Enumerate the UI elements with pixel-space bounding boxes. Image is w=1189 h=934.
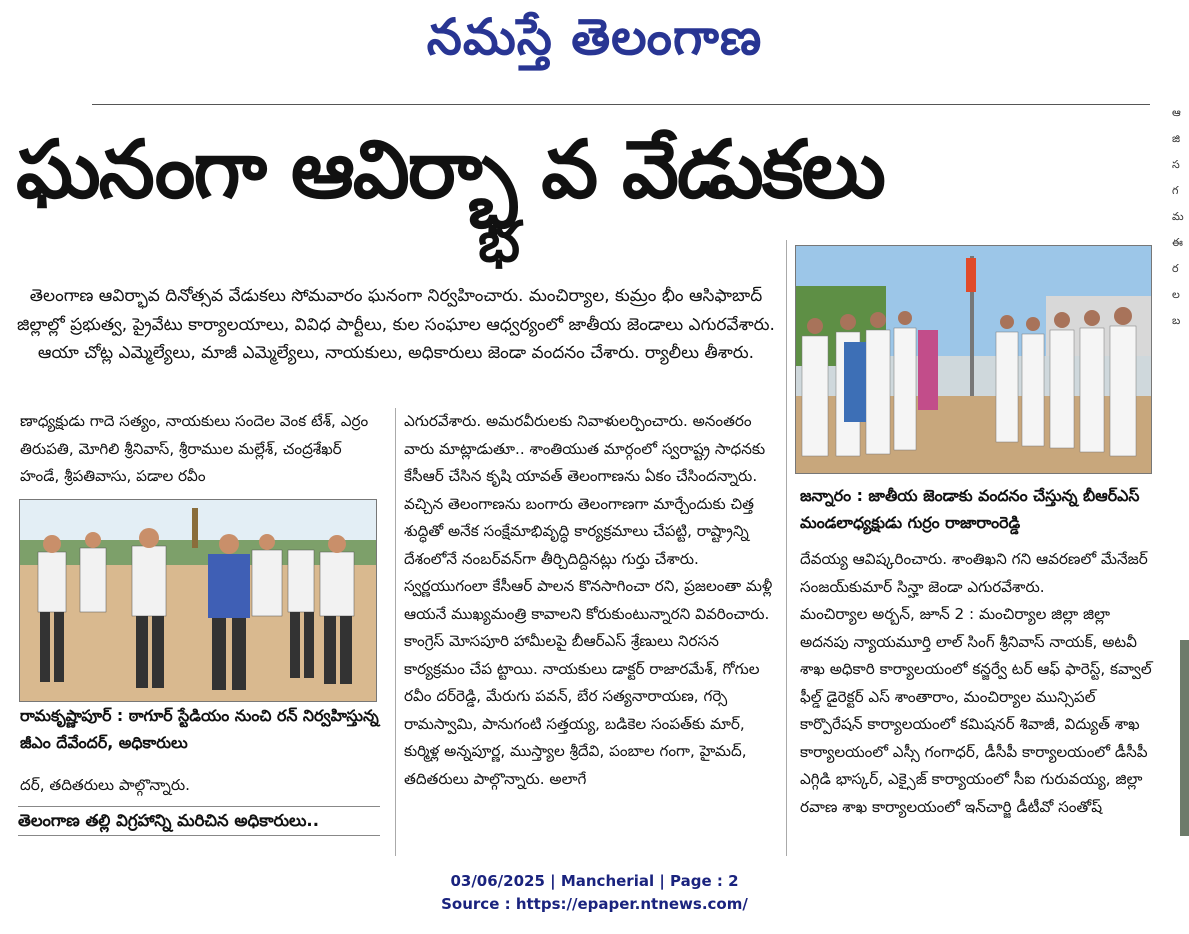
headline-subscript: భ: [478, 210, 520, 275]
column-divider: [395, 408, 396, 856]
column-3-paragraph: మంచిర్యాల అర్బన్, జూన్ 2 : మంచిర్యాల జిల్లా జిల్లా అదనపు న్యాయమూర్తి లాల్ సింగ్ శ్రీనివాస్ నాయక్, అటవీ శాఖ అధికారి కార్యాలయంలో కన్జర్వే టర్ ఆఫ్ ఫారెస్ట్, కవ్వాల్ ఫీల్డ్ డైరెక్టర్ ఎస్ శాంతారాం, మంచిర్యాల మున్సిపల్ కార్పొరేషన్ కార్యాలయంలో కమిషనర్ శివాజీ, విద్యుత్ శాఖ కార్యాలయంలో ఎస్సీ గంగాధర్, డీసీపీ కార్యాలయంలో డీసీపీ ఎగ్గిడి భాస్కర్, ఎక్సైజ్ కార్యాయంలో సీఐ గురువయ్య, జిల్లా రవాణ శాఖ కార్యాలయంలో ఇన్‌చార్జి డీటీవో సంతోష్: [800, 605, 1152, 816]
photo-run-event: [19, 499, 377, 702]
newspaper-title: నమస్తే తెలంగాణ: [426, 7, 763, 66]
column-1-top-text: ణాధ్యక్షుడు గాదె సత్యం, నాయకులు సందెల వెంక టేశ్, ఎర్రం తిరుపతి, మోగిలి శ్రీనివాస్, శ్రీరాముల మల్లేశ్, చంద్రశేఖర్ హండే, శ్రీపతివాసు, పడాల రవీం: [20, 412, 369, 485]
photo-flag-salute-caption: జన్నారం : జాతీయ జెండాకు వందనం చేస్తున్న బీఆర్‌ఎస్ మండలాధ్యక్షుడు గుర్రం రాజారాంరెడ్డి: [800, 486, 1140, 532]
photo-flag-salute-image: [796, 246, 1151, 473]
footer-source-link[interactable]: Source : https://epaper.ntnews.com/: [441, 895, 748, 913]
photo-run-event-image: [20, 500, 376, 701]
article-headline: ఘనంగా ఆవిర్భా వ వేడుకలు: [16, 123, 884, 216]
masthead-rule: [92, 104, 1150, 105]
column-3-paragraph: దేవయ్య ఆవిష్కరించారు. శాంతిఖని గని ఆవరణలో మేనేజర్ సంజయ్‌కుమార్ సిన్హా జెండా ఎగురవేశారు.: [800, 550, 1148, 596]
column-divider: [786, 240, 787, 856]
masthead: [0, 0, 1189, 84]
footer-date-edition: 03/06/2025 | Mancherial | Page : 2: [450, 872, 739, 890]
photo-flag-salute: [795, 245, 1152, 474]
page-footer: [0, 870, 1189, 916]
column-1-bottom-text: దర్, తదితరులు పాల్గొన్నారు.: [20, 776, 190, 794]
sub-headline: తెలంగాణ తల్లి విగ్రహాన్ని మరిచిన అధికారులు..: [18, 806, 380, 836]
article-summary: తెలంగాణ ఆవిర్భావ దినోత్సవ వేడుకలు సోమవారం ఘనంగా నిర్వహించారు. మంచిర్యాల, కుమ్రం భీం ఆసిఫాబాద్ జిల్లాల్లో ప్రభుత్వ, ప్రైవేటు కార్యాలయాలు, వివిధ పార్టీలు, కుల సంఘాల ఆధ్వర్యంలో జాతీయ జెండాలు ఎగురవేశారు. ఆయా చోట్ల ఎమ్మెల్యేలు, మాజీ ఎమ్మెల్యేలు, నాయకులు, అధికారులు జెండా వందనం చేశారు. ర్యాలీలు తీశారు.: [17, 286, 775, 363]
adjacent-page-photo-edge: [1180, 640, 1189, 836]
column-3-text: [800, 546, 1152, 821]
photo-run-event-caption: రామకృష్ణాపూర్ : ఠాగూర్ స్టేడియం నుంచి రన్ నిర్వహిస్తున్న జీఎం దేవేందర్, అధికారులు: [20, 706, 379, 752]
column-2-text: ఎగురవేశారు. అమరవీరులకు నివాళులర్పించారు. అనంతరం వారు మాట్లాడుతూ.. శాంతియుత మార్గంలో స్వరాష్ట్ర సాధనకు కేసీఆర్ చేసిన కృషి యావత్ తెలంగాణను ఏకం చేసిందన్నారు. వచ్చిన తెలంగాణను బంగారు తెలంగాణగా మార్చేందుకు చిత్త శుద్ధితో అనేక సంక్షేమాభివృద్ధి కార్యక్రమాలు చేపట్టి, రాష్ట్రాన్ని దేశంలోనే నంబర్‌వన్‌గా తీర్చిదిద్దినట్లు గుర్తు చేశారు. స్వర్ణయుగంలా కేసీఆర్ పాలన కొనసాగించా రని, ప్రజలంతా మళ్లీ ఆయనే ముఖ్యమంత్రి కావాలని కోరుకుంటున్నారని వివరించారు. కాంగ్రెస్ మోసపూరి హామీలపై బీఆర్‌ఎస్ శ్రేణులు నిరసన కార్యక్రమం చేప ట్టాయి. నాయకులు డాక్టర్ రాజారమేశ్, గోగుల రవీం దర్‌రెడ్డి, మేరుగు పవన్, బేర సత్యనారాయణ, గర్సె రామస్వామి, పానుగంటి సత్తయ్య, బడికెల సంపత్‌కు మార్, కుర్మిళ్ల అన్నపూర్ణ, ముస్త్యాల శ్రీదేవి, పంబాల గంగా, హైమద్, తదితరులు పాల్గొన్నారు. అలాగే: [404, 412, 773, 788]
adjacent-page-edge: ఆ జి స గ మ ఈ ర ల బ: [1172, 106, 1184, 327]
